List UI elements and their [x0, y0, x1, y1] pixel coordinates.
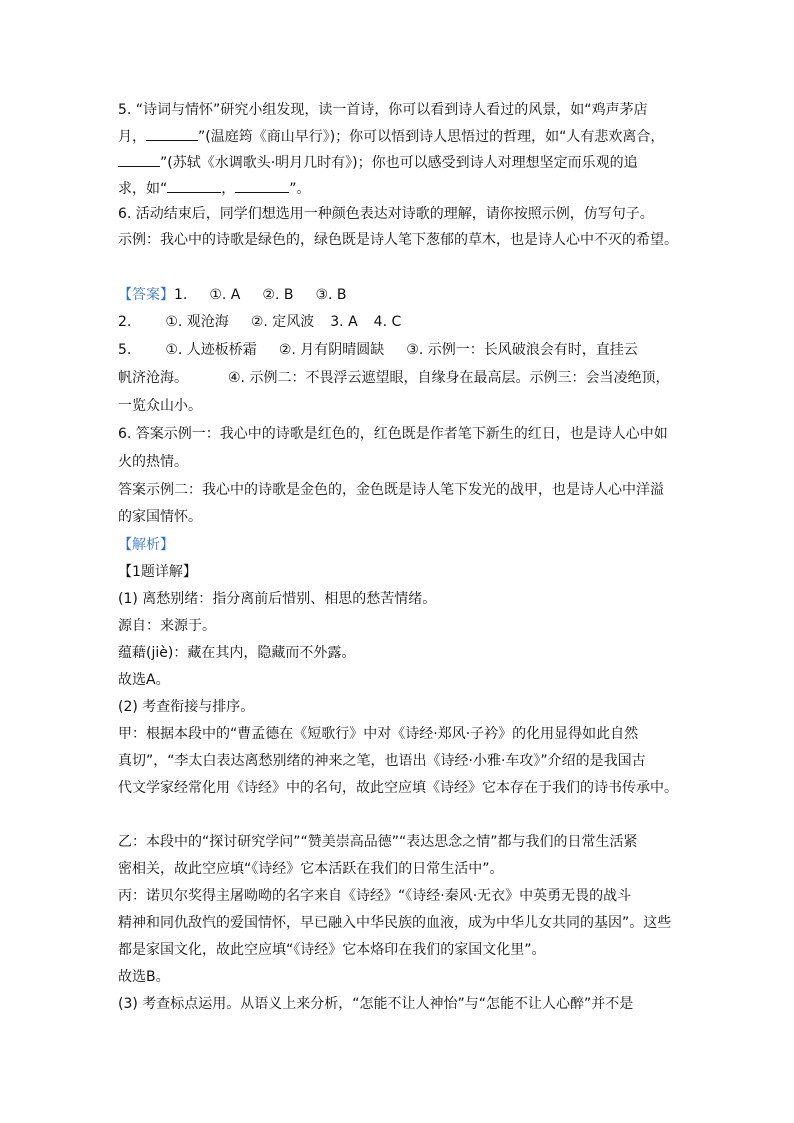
analysis-line-6: 甲：根据本段中的“曹孟德在《短歌行》中对《诗经·郑风·子衿》的化用显得如此自然 — [118, 726, 639, 742]
answer-1-b: ②. B — [262, 287, 294, 303]
q6-line-1: 6. 活动结束后，同学们想选用一种颜色表达对诗歌的理解，请你按照示例，仿写句子。 — [118, 206, 654, 222]
answer-1-c: ③. B — [315, 287, 347, 303]
answer-2-b: ②. 定风波 — [250, 314, 315, 330]
answer-3: 3. A — [330, 314, 358, 330]
analysis-line-8: 代文学家经常化用《诗经》中的名句，故此空应填《诗经》它本存在于我们的诗书传承中。 — [118, 780, 678, 796]
analysis-line-11: 丙：诺贝尔奖得主屠呦呦的名字来自《诗经》“《诗经·秦风·无衣》中英勇无畏的战斗 — [118, 888, 632, 904]
analysis-line-13: 都是家国文化，故此空应填“《诗经》它本烙印在我们的家国文化里”。 — [118, 942, 546, 958]
answer-row-5: 一览众山小。 — [118, 398, 202, 414]
q5-line-2-start: 月， — [118, 129, 146, 145]
analysis-line-10: 密相关，故此空应填“《诗经》它本活跃在我们的日常生活中”。 — [118, 861, 504, 877]
analysis-line-3: 蕴藉(jiè)：藏在其内，隐藏而不外露。 — [118, 645, 356, 661]
answer-blank-1[interactable] — [146, 126, 198, 141]
q5-line-3 — [118, 152, 638, 173]
answer-row-3 — [118, 340, 638, 360]
answer-row-2 — [118, 312, 401, 332]
q5-line-2-rest: ”(温庭筠《商山早行》)；你可以悟到诗人思悟过的哲理，如“人有悲欢离合， — [198, 129, 665, 145]
answer-row-4 — [118, 368, 669, 388]
answer-6-line-4: 的家国情怀。 — [118, 509, 202, 525]
answer-2-a: ①. 观沧海 — [165, 314, 229, 330]
answer-blank-2[interactable] — [118, 152, 160, 167]
q5-line-4-end: ”。 — [289, 181, 311, 197]
analysis-line-2: 源自：来源于。 — [118, 618, 216, 634]
answer-4: 4. C — [373, 314, 402, 330]
analysis-tag: 【解析】 — [118, 537, 174, 553]
analysis-line-7: 真切”，“李太白表达离愁别绪的神来之笔，也语出《诗经·小雅·车攻》”介绍的是我国古 — [118, 753, 646, 769]
analysis-subheading: 【1题详解】 — [118, 564, 197, 580]
q5-line-2 — [118, 126, 664, 147]
analysis-line-12: 精神和同仇敌忾的爱国情怀，早已融入中华民族的血液，成为中华儿女共同的基因”。这些 — [118, 915, 672, 931]
q5-line-4 — [118, 178, 311, 199]
answer-blank-3[interactable] — [167, 178, 221, 193]
analysis-line-5: (2) 考查衔接与排序。 — [118, 699, 255, 715]
analysis-line-1: (1) 离愁别绪：指分离前后惜别、相思的愁苦情绪。 — [118, 591, 437, 607]
answer-5-num: 5. — [118, 342, 132, 358]
answer-tag: 【答案】 — [118, 287, 174, 303]
answer-5-d: ④. 示例二：不畏浮云遮望眼，自缘身在最高层。示例三：会当凌绝顶， — [228, 370, 670, 386]
q6-example: 示例：我心中的诗歌是绿色的，绿色既是诗人笔下葱郁的草木，也是诗人心中不灭的希望。 — [118, 232, 678, 248]
analysis-line-14: 故选B。 — [118, 969, 170, 985]
answer-6-line-3: 答案示例二：我心中的诗歌是金色的，金色既是诗人笔下发光的战甲，也是诗人心中洋溢 — [118, 482, 664, 498]
answer-6-line-2: 火的热情。 — [118, 454, 188, 470]
analysis-line-4: 故选A。 — [118, 672, 170, 688]
answer-2-num: 2. — [118, 314, 132, 330]
answer-row-1 — [118, 285, 347, 305]
answer-5-c-cont: 帆济沧海。 — [118, 370, 188, 386]
q5-line-4-sep: ， — [221, 181, 236, 197]
analysis-line-9: 乙：本段中的“探讨研究学问”“赞美崇高品德”“表达思念之情”都与我们的日常生活紧 — [118, 834, 638, 850]
answer-5-c: ③. 示例一：长风破浪会有时，直挂云 — [406, 342, 638, 358]
answer-1-num: 1. — [174, 287, 188, 303]
answer-5-a: ①. 人迹板桥霜 — [165, 342, 257, 358]
answer-5-b: ②. 月有阴晴圆缺 — [278, 342, 385, 358]
q5-line-4-start: 求，如“ — [118, 181, 168, 197]
answer-blank-4[interactable] — [235, 178, 289, 193]
answer-6-line-1: 6. 答案示例一：我心中的诗歌是红色的，红色既是作者笔下新生的红日，也是诗人心中如 — [118, 426, 668, 442]
q5-line-1: 5. “诗词与情怀”研究小组发现，读一首诗，你可以看到诗人看过的风景，如“鸡声茅店 — [118, 102, 648, 118]
q5-line-3-rest: ”(苏轼《水调歌头·明月几时有》)；你也可以感受到诗人对理想坚定而乐观的追 — [160, 155, 638, 171]
answer-1-a: ①. A — [209, 287, 241, 303]
analysis-line-15: (3) 考查标点运用。从语义上来分析，“怎能不让人神怡”与“怎能不让人心醉”并不是 — [118, 996, 634, 1012]
